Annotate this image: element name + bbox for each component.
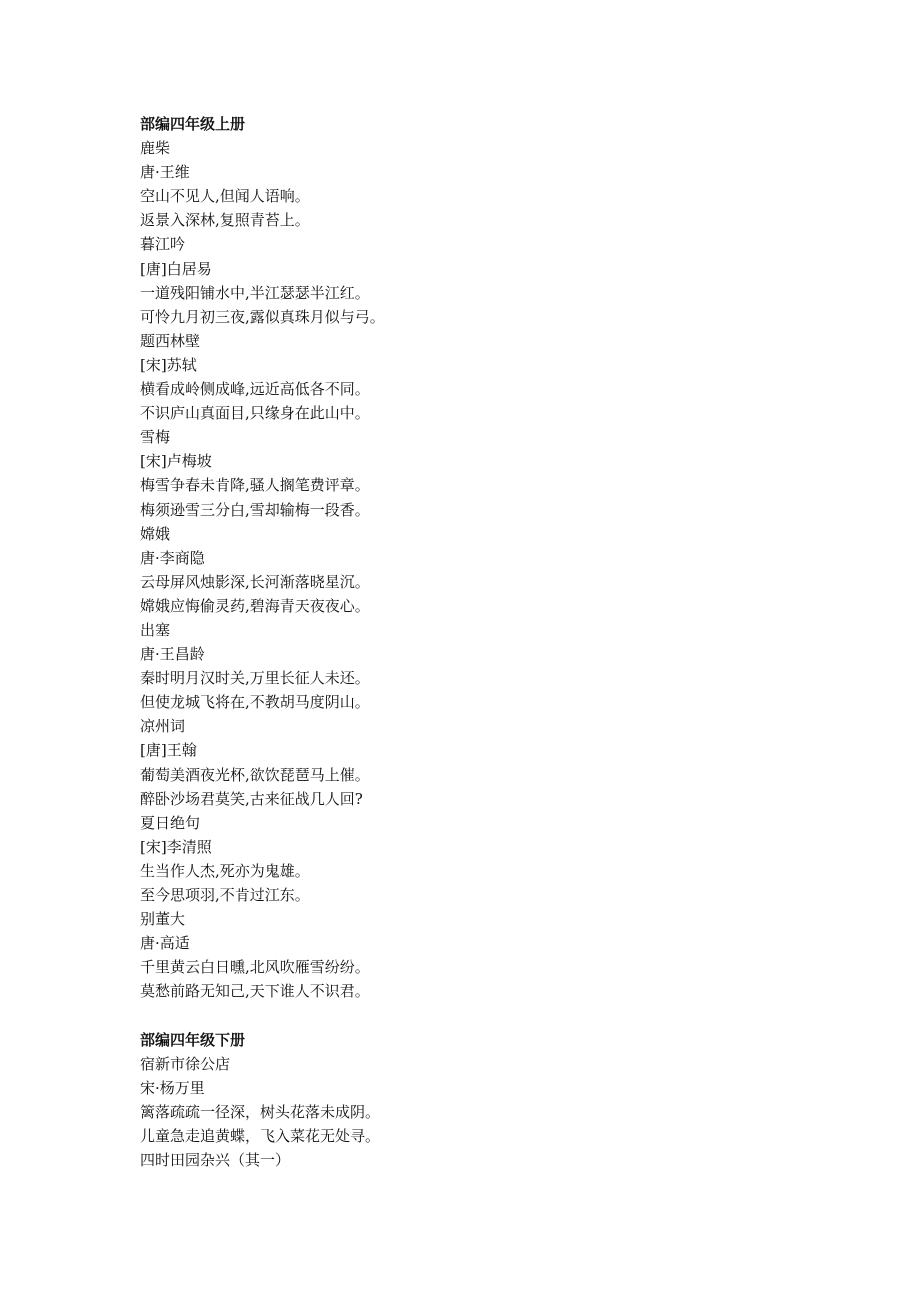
poem: [140, 907, 860, 1003]
section-grade4-volume1: [140, 112, 860, 1003]
poem-author: [宋]李清照: [140, 837, 212, 856]
poem-title: 暮江吟: [140, 235, 186, 254]
poem-line: 秦时明月汉时关,万里长征人未还。: [140, 669, 370, 688]
poem-line: 但使龙城飞将在,不教胡马度阴山。: [140, 693, 370, 712]
poem-line: 空山不见人,但闻人语响。: [140, 187, 310, 206]
poem: [140, 618, 860, 714]
poem-line: 醉卧沙场君莫笑,古来征战几人回?: [140, 789, 363, 808]
poem-author: 宋·杨万里: [140, 1078, 205, 1097]
poem-author: 唐·王昌龄: [140, 645, 205, 664]
section-heading: 部编四年级下册: [140, 1030, 246, 1049]
poem-line: 儿童急走追黄蝶，飞入菜花无处寻。: [140, 1126, 381, 1145]
document-page: [140, 112, 860, 1172]
poem-line: 梅雪争春未肯降,骚人搁笔费评章。: [140, 476, 370, 495]
poem-author: [宋]卢梅坡: [140, 452, 212, 471]
poem-line: 莫愁前路无知己,天下谁人不识君。: [140, 982, 370, 1001]
poem: [140, 1148, 860, 1172]
poem-author: 唐·高适: [140, 934, 190, 953]
poem-title: 出塞: [140, 620, 171, 639]
section-spacer: [140, 1003, 860, 1027]
poem-title: 嫦娥: [140, 524, 171, 543]
poem-author: 唐·王维: [140, 163, 190, 182]
poem-title: 别董大: [140, 910, 186, 929]
poem: [140, 136, 860, 232]
poem-author: [唐]王翰: [140, 741, 197, 760]
poem-line: 一道残阳铺水中,半江瑟瑟半江红。: [140, 283, 370, 302]
poem: [140, 811, 860, 907]
poem-author: [唐]白居易: [140, 259, 212, 278]
poem-line: 葡萄美酒夜光杯,欲饮琵琶马上催。: [140, 765, 370, 784]
poem-line: 返景入深林,复照青苔上。: [140, 211, 310, 230]
poem-title: 四时田园杂兴（其一）: [140, 1151, 291, 1170]
section-heading: 部编四年级上册: [140, 115, 246, 133]
poem: [140, 425, 860, 521]
poem-line: 横看成岭侧成峰,远近高低各不同。: [140, 380, 370, 399]
poem-title: 宿新市徐公店: [140, 1054, 231, 1073]
poem-title: 雪梅: [140, 428, 171, 447]
poem: [140, 232, 860, 328]
poem: [140, 329, 860, 425]
poem-line: 生当作人杰,死亦为鬼雄。: [140, 861, 310, 880]
poem-line: 梅须逊雪三分白,雪却输梅一段香。: [140, 500, 370, 519]
poem-author: 唐·李商隐: [140, 548, 205, 567]
poem-title: 凉州词: [140, 717, 186, 736]
poem-title: 题西林壁: [140, 331, 201, 350]
poem-title: 鹿柴: [140, 139, 171, 158]
poem-author: [宋]苏轼: [140, 355, 197, 374]
poem-line: 至今思项羽,不肯过江东。: [140, 886, 310, 904]
poem-title: 夏日绝句: [140, 813, 201, 832]
poem: [140, 714, 860, 810]
poem: [140, 522, 860, 618]
poem-line: 嫦娥应悔偷灵药,碧海青天夜夜心。: [140, 596, 370, 615]
poem-line: 篱落疏疏一径深，树头花落未成阴。: [140, 1102, 381, 1121]
poem-line: 千里黄云白日曛,北风吹雁雪纷纷。: [140, 958, 370, 977]
poem-line: 云母屏风烛影深,长河渐落晓星沉。: [140, 572, 370, 591]
poem-line: 可怜九月初三夜,露似真珠月似与弓。: [140, 307, 385, 326]
poem-line: 不识庐山真面目,只缘身在此山中。: [140, 404, 370, 423]
poem: [140, 1052, 860, 1148]
section-grade4-volume2: [140, 1028, 860, 1173]
